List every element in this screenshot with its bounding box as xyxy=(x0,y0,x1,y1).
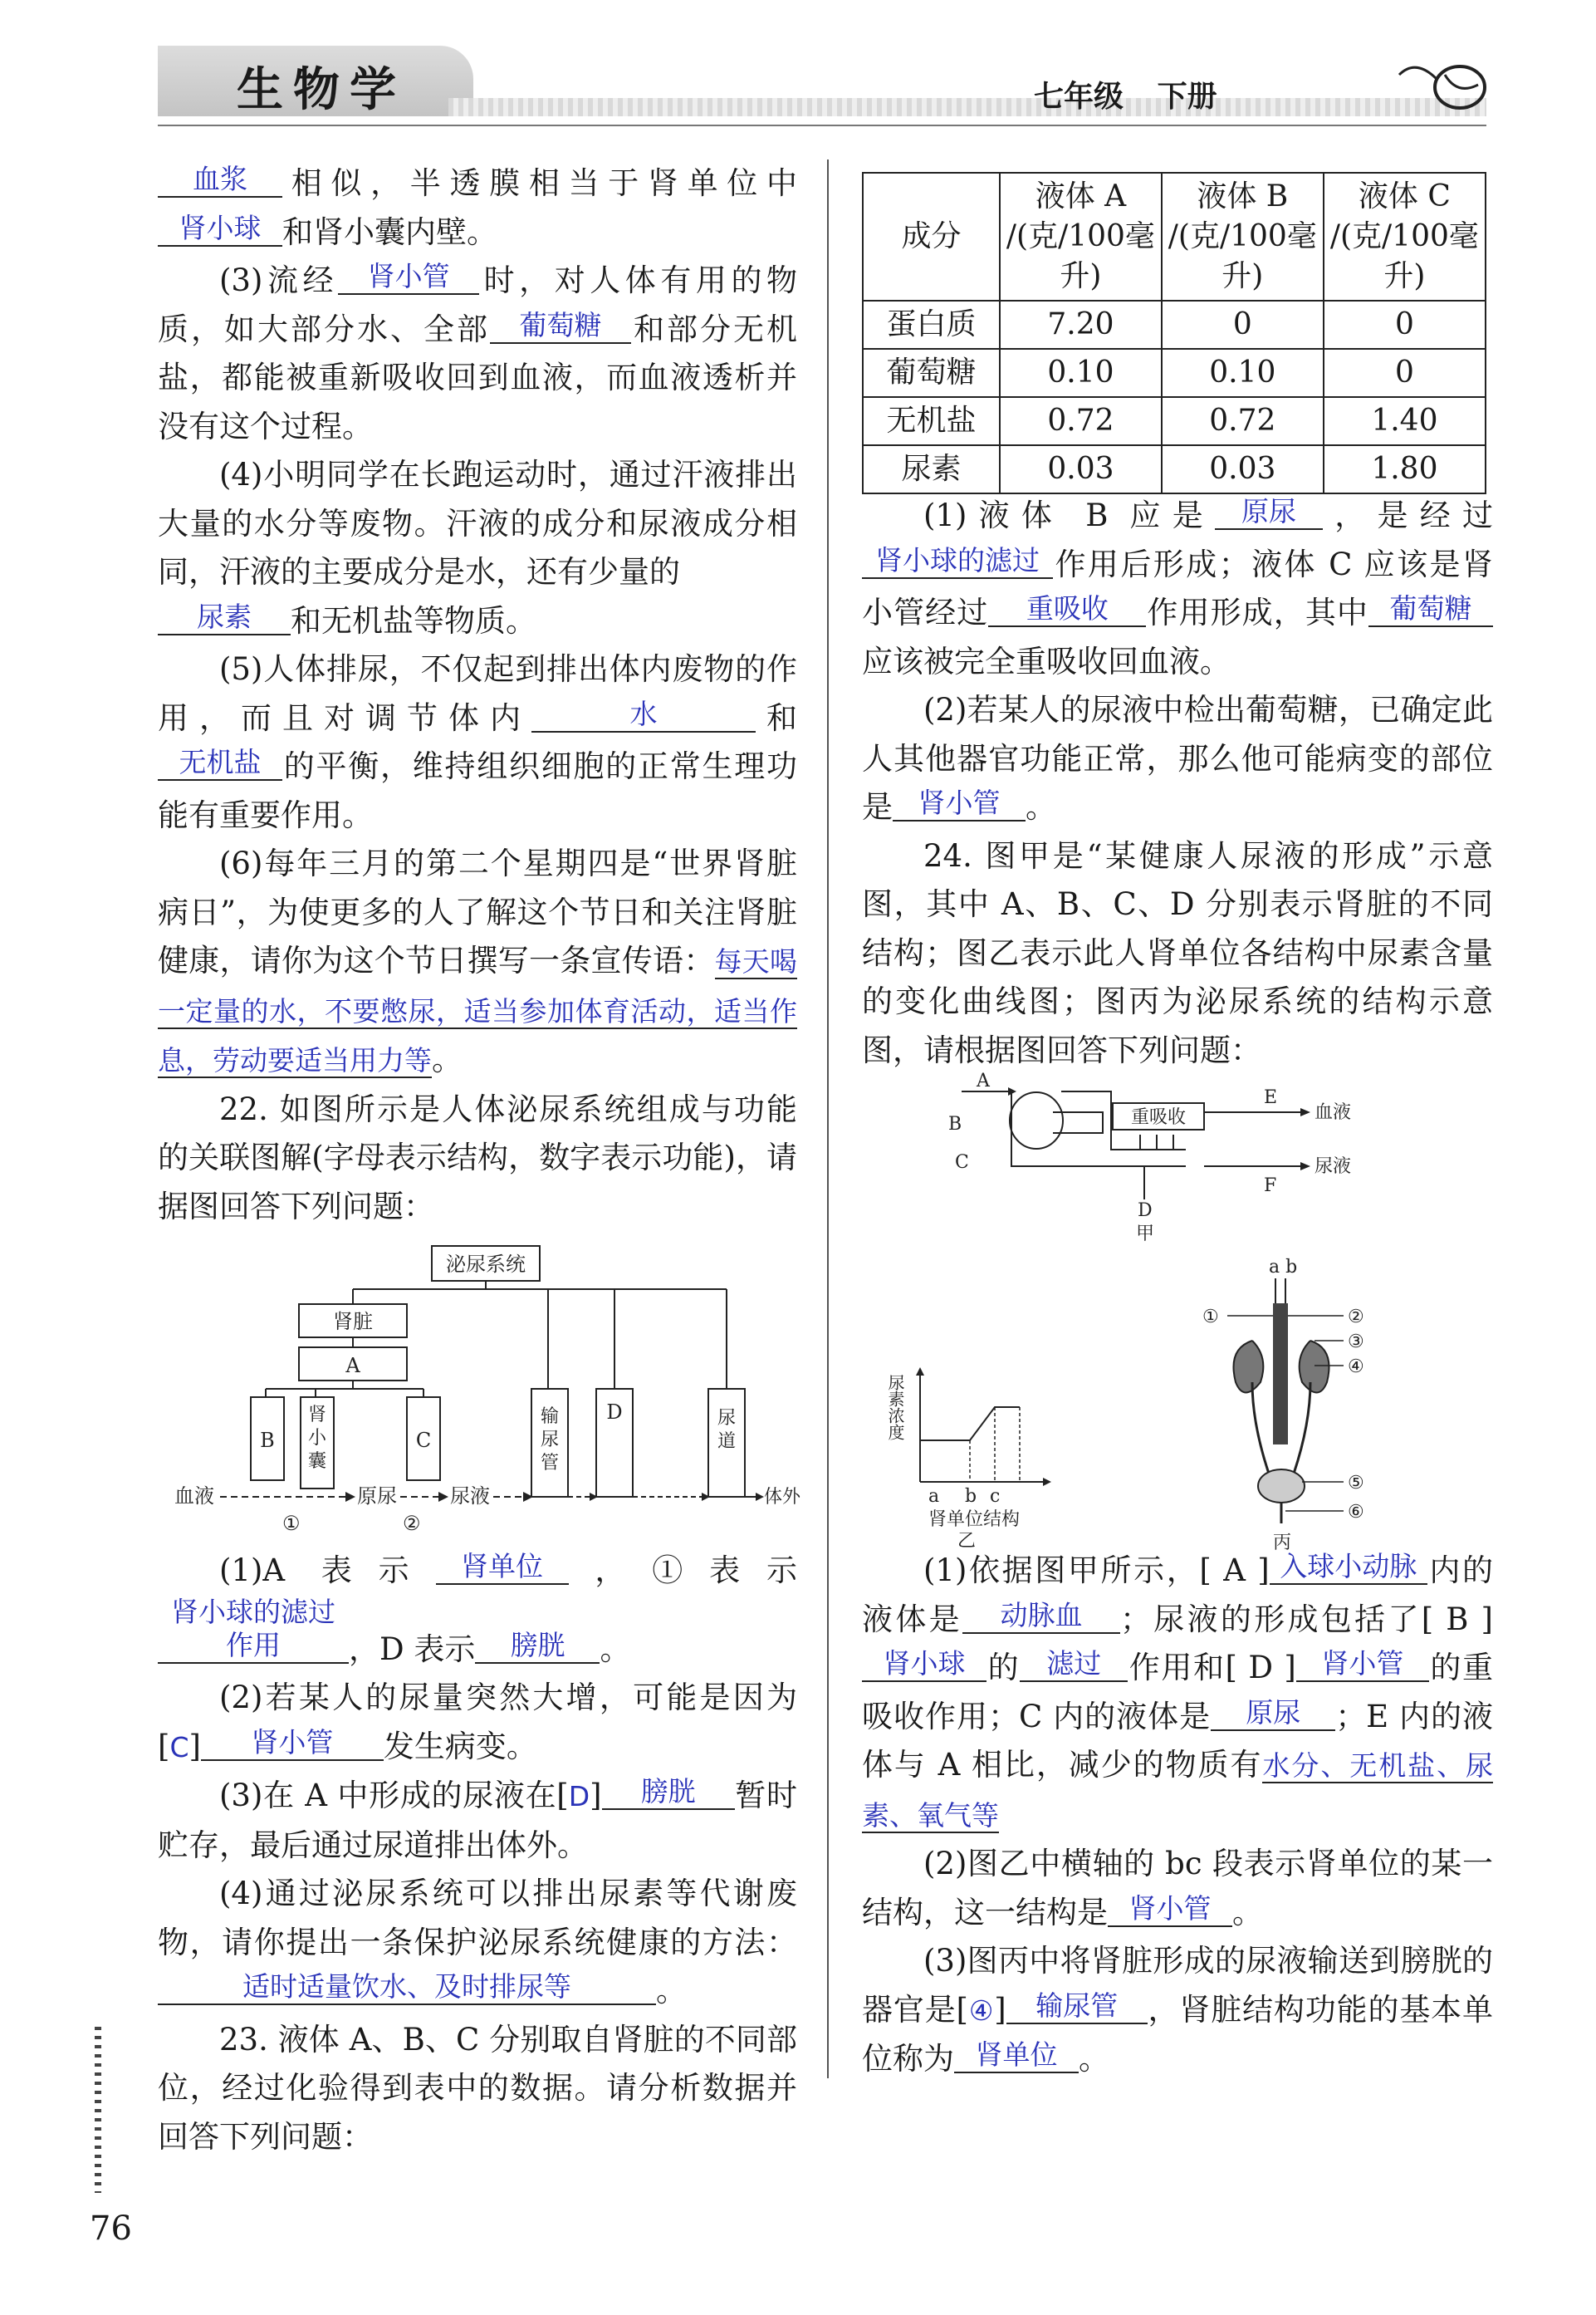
column-divider xyxy=(827,159,829,2078)
left-column xyxy=(158,159,801,2161)
right-column xyxy=(862,492,1493,2084)
urinary-system-diagram xyxy=(158,1231,801,1547)
answer-blank: 输尿管 xyxy=(1006,1989,1148,2024)
answer-blank: 肾小管 xyxy=(1296,1647,1429,1682)
q24-stem: 24. 图甲是“某健康人尿液的形成”示意图，其中 A、B、C、D 分别表示肾脏的不同结构；图乙表示此人肾单位各结构中尿素含量的变化曲线图；图丙为泌尿系统的结构示意图，请根据图回答下列问题： xyxy=(862,837,1493,1068)
svg-text:尿素浓度: 尿素浓度 xyxy=(885,1374,905,1440)
answer-blank: 葡萄糖 xyxy=(490,309,631,344)
q22-1: (1)A 表示 肾单位 ，①表示肾小球的滤过作用 ，D 表示 膀胱 。 xyxy=(158,1547,797,1674)
svg-text:c: c xyxy=(990,1486,1001,1507)
table-header: 液体 C /(克/100毫升) xyxy=(1324,173,1486,301)
svg-text:③: ③ xyxy=(1348,1332,1364,1352)
answer-blank: 肾小球 xyxy=(158,212,282,247)
svg-text:血液: 血液 xyxy=(1314,1102,1352,1123)
node-top: 泌尿系统 xyxy=(446,1253,526,1276)
svg-text:尿液: 尿液 xyxy=(1314,1156,1352,1177)
svg-text:E: E xyxy=(1264,1087,1278,1108)
q24-1: (1)依据图甲所示，[ A ] 入球小动脉 内的液体是 动脉血 ；尿液的形成包括了[ B ]肾小球 的 滤过 作用和[ D ] 肾小管 的重吸收作用；C 内的液体是 原尿 ；E 内的液体与 A 相比，减少的物质有水分、无机盐、尿素、氧气等 xyxy=(862,1550,1493,1832)
q21-6: (6)每年三月的第二个星期四是“世界肾脏病日”，为使更多的人了解这个节日和关注肾脏健康，请你为这个节日撰写一条宣传语：每天喝一定量的水，不要憋尿，适当参加体育活动，适当作息，劳动要适当用力等。 xyxy=(158,846,797,1077)
answer-blank: 肾单位 xyxy=(436,1550,569,1585)
answer-blank: 重吸收 xyxy=(988,592,1146,627)
table-header-row xyxy=(863,173,1486,301)
answer-blank: 肾小球的滤过 xyxy=(862,544,1053,579)
svg-text:甲: 甲 xyxy=(1136,1224,1155,1244)
svg-text:尿: 尿 xyxy=(540,1430,560,1450)
answer-blank: 肾单位 xyxy=(954,2038,1079,2073)
answer-handwritten: D xyxy=(568,1780,590,1812)
svg-text:a b: a b xyxy=(1269,1257,1298,1278)
label-outside: 体外 xyxy=(764,1487,801,1508)
svg-text:C: C xyxy=(955,1152,969,1173)
svg-text:②: ② xyxy=(1348,1307,1364,1327)
svg-text:b: b xyxy=(965,1486,977,1507)
table-header: 成分 xyxy=(863,173,1000,301)
answer-blank: 膀胱 xyxy=(602,1775,735,1810)
answer-blank: 滤过 xyxy=(1020,1647,1128,1682)
answer-blank: 适时适量饮水、及时排尿等 xyxy=(158,1970,656,2005)
answer-handwritten: 水分、无机盐、尿素、氧气等 xyxy=(862,1749,1493,1832)
q22-2: (2)若某人的尿量突然大增，可能是因为[C] 肾小管 发生病变。 xyxy=(158,1680,797,1764)
answer-blank: 原尿 xyxy=(1211,1696,1335,1731)
svg-text:F: F xyxy=(1264,1175,1277,1196)
subject-title: 生物学 xyxy=(237,63,406,117)
q22-3: (3)在 A 中形成的尿液在[D] 膀胱 暂时贮存，最后通过尿道排出体外。 xyxy=(158,1775,798,1863)
q21-continued: 血浆 相似，半透膜相当于肾单位中肾小球 和肾小囊内壁。 xyxy=(158,159,797,257)
answer-blank: 动脉血 xyxy=(962,1599,1120,1634)
node-kidney: 肾脏 xyxy=(333,1310,373,1333)
figure-yi xyxy=(885,1367,1051,1552)
node-B: B xyxy=(260,1429,275,1452)
svg-text:管: 管 xyxy=(540,1453,560,1474)
answer-blank: 肾小球 xyxy=(862,1647,986,1682)
answer-blank: 肾小管 xyxy=(201,1726,384,1761)
svg-text:⑤: ⑤ xyxy=(1348,1473,1364,1493)
node-D: D xyxy=(606,1400,623,1424)
svg-text:④: ④ xyxy=(1348,1356,1364,1377)
q23-2: (2)若某人的尿液中检出葡萄糖，已确定此人其他器官功能正常，那么他可能病变的部位是 肾小管 。 xyxy=(862,692,1493,825)
label-blood: 血液 xyxy=(174,1484,214,1508)
header-rule xyxy=(158,125,1486,126)
fluid-table xyxy=(862,172,1486,494)
figure-jia xyxy=(948,1071,1351,1244)
svg-text:道: 道 xyxy=(717,1431,737,1452)
answer-blank: 肾小球的滤过作用 xyxy=(158,1596,349,1664)
answer-blank: 肾小管 xyxy=(338,260,479,295)
svg-text:丙: 丙 xyxy=(1273,1533,1292,1553)
answer-handwritten: C xyxy=(169,1730,189,1763)
table-header: 液体 A /(克/100毫升) xyxy=(1000,173,1162,301)
mouse-icon xyxy=(1395,50,1495,116)
svg-text:囊: 囊 xyxy=(307,1451,327,1472)
svg-text:①: ① xyxy=(1202,1307,1219,1327)
answer-blank: 葡萄糖 xyxy=(1368,592,1493,627)
answer-blank: 尿素 xyxy=(158,601,291,635)
svg-text:B: B xyxy=(948,1114,962,1135)
svg-text:小: 小 xyxy=(307,1428,327,1449)
q22-stem: 22. 如图所示是人体泌尿系统组成与功能的关联图解(字母表示结构，数字表示功能)，请据图回答下列问题： xyxy=(158,1091,797,1224)
q21-5: (5)人体排尿，不仅起到排出体内废物的作用，而且对调节体内 水 和无机盐 的平衡，维持组织细胞的正常生理功能有重要作用。 xyxy=(158,651,797,833)
figure-24 xyxy=(862,1071,1493,1553)
page-number: 76 xyxy=(90,2210,132,2248)
table-header: 液体 B /(克/100毫升) xyxy=(1162,173,1324,301)
header-band xyxy=(448,98,1486,116)
svg-text:乙: 乙 xyxy=(957,1531,977,1552)
svg-text:肾单位结构: 肾单位结构 xyxy=(928,1509,1021,1530)
node-C: C xyxy=(415,1429,432,1452)
table-row: 蛋白质 7.20 0 0 xyxy=(863,301,1486,349)
svg-text:输: 输 xyxy=(540,1406,560,1427)
margin-dots xyxy=(95,2027,101,2193)
q23-stem: 23. 液体 A、B、C 分别取自肾脏的不同部位，经过化验得到表中的数据。请分析数据并回答下列问题： xyxy=(158,2021,797,2155)
answer-handwritten: ④ xyxy=(967,1994,995,2027)
answer-blank: 肾小管 xyxy=(893,787,1026,822)
svg-text:尿: 尿 xyxy=(717,1408,737,1429)
answer-blank: 膀胱 xyxy=(475,1629,600,1664)
answer-blank: 肾小管 xyxy=(1108,1892,1232,1927)
q24-3: (3)图丙中将肾脏形成的尿液输送到膀胱的器官是[④] 输尿管 ，肾脏结构功能的基本单位称为 肾单位 。 xyxy=(862,1943,1494,2077)
svg-text:D: D xyxy=(1138,1200,1153,1221)
answer-blank: 入球小动脉 xyxy=(1270,1550,1427,1585)
answer-blank: 血浆 xyxy=(158,163,282,198)
answer-blank: 原尿 xyxy=(1215,495,1323,530)
table-row: 葡萄糖 0.10 0.10 0 xyxy=(863,349,1486,397)
node-A: A xyxy=(345,1354,360,1377)
figure-bing xyxy=(1202,1257,1364,1553)
q22-4: (4)通过泌尿系统可以排出尿素等代谢废物，请你提出一条保护泌尿系统健康的方法：适时适量饮水、及时排尿等 。 xyxy=(158,1876,797,2008)
svg-text:重吸收: 重吸收 xyxy=(1130,1107,1187,1128)
q21-4: (4)小明同学在长跑运动时，通过汗液排出大量的水分等废物。汗液的成分和尿液成分相同，汗液的主要成分是水，还有少量的 尿素 和无机盐等物质。 xyxy=(158,457,797,639)
grade-volume: 七年级 下册 xyxy=(1034,80,1217,114)
label-primary: 原尿 xyxy=(357,1484,397,1508)
svg-text:肾: 肾 xyxy=(307,1405,327,1425)
answer-blank: 水 xyxy=(531,698,756,733)
label-n2: ② xyxy=(403,1512,421,1535)
table-row: 尿素 0.03 0.03 1.80 xyxy=(863,445,1486,493)
svg-text:A: A xyxy=(977,1071,990,1091)
answer-handwritten: 每天喝一定量的水，不要憋尿，适当参加体育活动，适当作息，劳动要适当用力等 xyxy=(158,945,797,1077)
svg-text:⑥: ⑥ xyxy=(1348,1502,1364,1523)
table-row: 无机盐 0.72 0.72 1.40 xyxy=(863,397,1486,445)
label-n1: ① xyxy=(282,1512,301,1535)
svg-text:a: a xyxy=(928,1486,940,1507)
answer-blank: 无机盐 xyxy=(158,746,282,781)
label-urine: 尿液 xyxy=(450,1484,490,1508)
q21-3: (3)流经 肾小管 时，对人体有用的物质，如大部分水、全部 葡萄糖 和部分无机盐，都能被重新吸收回到血液，而血液透析并没有这个过程。 xyxy=(158,260,797,444)
q23-1: (1)液体 B 应是 原尿 ，是经过肾小球的滤过 作用后形成；液体 C 应该是肾小管经过 重吸收 作用形成，其中 葡萄糖应该被完全重吸收回血液。 xyxy=(862,495,1493,679)
q24-2: (2)图乙中横轴的 bc 段表示肾单位的某一结构，这一结构是 肾小管 。 xyxy=(862,1846,1493,1930)
